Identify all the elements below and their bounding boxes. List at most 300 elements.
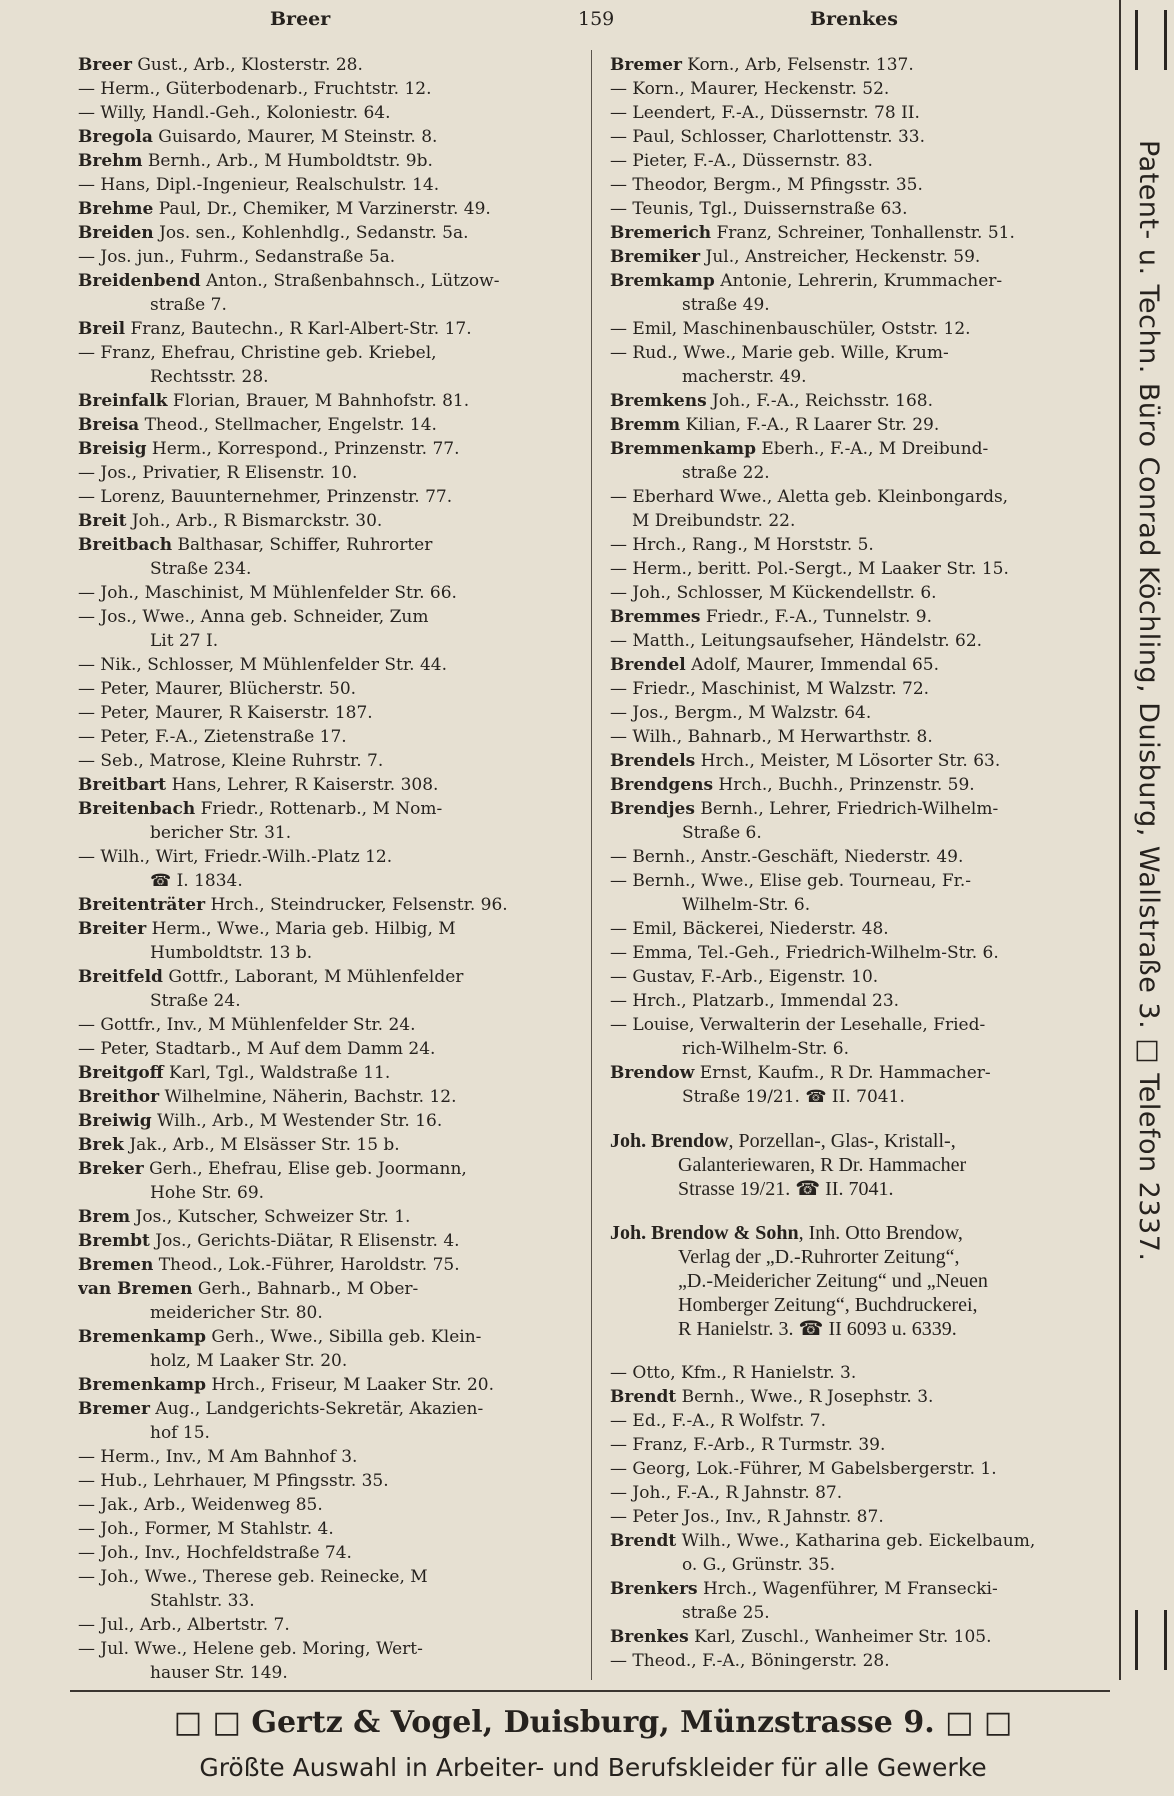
entry-text: — Jul. Wwe., Helene geb. Moring, Wert-: [78, 1639, 423, 1659]
directory-line: [78, 917, 578, 941]
directory-line: [78, 1013, 578, 1037]
directory-line: [610, 581, 1110, 605]
entry-text: meidericher Str. 80.: [150, 1303, 323, 1323]
entry-text: o. G., Grünstr. 35.: [682, 1555, 836, 1575]
directory-line: [610, 101, 1110, 125]
directory-line: [610, 1153, 1110, 1177]
directory-line: [610, 1013, 1110, 1037]
entry-surname: van Bremen: [78, 1279, 193, 1299]
entry-surname: Bremmes: [610, 607, 701, 627]
directory-line: [78, 821, 578, 845]
directory-line: [78, 1541, 578, 1565]
entry-text: Humboldtstr. 13 b.: [150, 943, 313, 963]
directory-line: [610, 293, 1110, 317]
directory-line: [78, 989, 578, 1013]
left-column: [78, 53, 578, 1685]
directory-line: [610, 533, 1110, 557]
directory-line: [610, 845, 1110, 869]
directory-line: [78, 1085, 578, 1109]
directory-line: [78, 1325, 578, 1349]
side-advertisement: [1119, 0, 1174, 1680]
entry-text: Joh., Arb., R Bismarckstr. 30.: [126, 511, 383, 531]
entry-text: — Peter, Maurer, R Kaiserstr. 187.: [78, 703, 373, 723]
entry-text: — Hub., Lehrhauer, M Pfingsstr. 35.: [78, 1471, 389, 1491]
entry-text: Karl, Zuschl., Wanheimer Str. 105.: [688, 1627, 992, 1647]
directory-line: [610, 125, 1110, 149]
directory-line: [78, 1349, 578, 1373]
entry-surname: Brendt: [610, 1387, 677, 1407]
entry-surname: Bremenkamp: [78, 1327, 206, 1347]
entry-text: — Hrch., Platzarb., Immendal 23.: [610, 991, 900, 1011]
entry-text: Gerh., Bahnarb., M Ober-: [192, 1279, 419, 1299]
directory-line: [610, 461, 1110, 485]
entry-text: — Eberhard Wwe., Aletta geb. Kleinbongards,: [610, 487, 1009, 507]
entry-text: Verlag der „D.-Ruhrorter Zeitung“,: [678, 1246, 960, 1268]
entry-text: — Emil, Maschinenbauschüler, Oststr. 12.: [610, 319, 971, 339]
directory-line: [610, 1037, 1110, 1061]
directory-line: [610, 749, 1110, 773]
entry-text: straße 22.: [682, 463, 770, 483]
entry-text: Straße 234.: [150, 559, 252, 579]
entry-surname: Breitfeld: [78, 967, 163, 987]
directory-line: [78, 1421, 578, 1445]
entry-text: Karl, Tgl., Waldstraße 11.: [163, 1063, 391, 1083]
directory-line: [78, 1517, 578, 1541]
directory-line: [610, 245, 1110, 269]
entry-text: M Dreibundstr. 22.: [632, 511, 796, 531]
entry-surname: Brendgens: [610, 775, 714, 795]
footer-rule: [70, 1690, 1110, 1692]
directory-line: [78, 1565, 578, 1589]
entry-text: Gust., Arb., Klosterstr. 28.: [131, 55, 363, 75]
directory-line: [78, 773, 578, 797]
directory-line: [610, 1385, 1110, 1409]
entry-text: straße 49.: [682, 295, 770, 315]
directory-line: [78, 1661, 578, 1685]
directory-line: [78, 1373, 578, 1397]
directory-line: [78, 725, 578, 749]
directory-line: [78, 701, 578, 725]
entry-text: rich-Wilhelm-Str. 6.: [682, 1039, 849, 1059]
entry-text: Wilh., Arb., M Westender Str. 16.: [151, 1111, 443, 1131]
entry-surname: Bremm: [610, 415, 681, 435]
entry-text: — Herm., Güterbodenarb., Fruchtstr. 12.: [78, 79, 432, 99]
directory-line: [78, 341, 578, 365]
entry-surname: Brenkes: [610, 1627, 689, 1647]
entry-surname: Brendel: [610, 655, 686, 675]
directory-line: [78, 1493, 578, 1517]
directory-line: [610, 1433, 1110, 1457]
entry-surname: Breiter: [78, 919, 147, 939]
directory-line: [78, 1229, 578, 1253]
directory-line: [78, 317, 578, 341]
directory-line: [78, 869, 578, 893]
entry-text: — Paul, Schlosser, Charlottenstr. 33.: [610, 127, 925, 147]
entry-surname: Brehme: [78, 199, 154, 219]
entry-surname: Breiwig: [78, 1111, 152, 1131]
directory-line: [78, 893, 578, 917]
entry-text: Hans, Lehrer, R Kaiserstr. 308.: [166, 775, 439, 795]
entry-text: Anton., Straßenbahnsch., Lützow-: [200, 271, 500, 291]
entry-text: „D.-Meidericher Zeitung“ und „Neuen: [678, 1270, 988, 1292]
directory-line: [610, 821, 1110, 845]
entry-surname: Bremerich: [610, 223, 712, 243]
entry-text: Antonie, Lehrerin, Krummacher-: [714, 271, 1003, 291]
directory-line: [610, 725, 1110, 749]
footer-ad-title: □ □ Gertz & Vogel, Duisburg, Münzstrasse 9. □ □: [173, 1705, 1013, 1740]
entry-text: Straße 19/21. ☎ II. 7041.: [682, 1087, 905, 1107]
entry-text: — Hrch., Rang., M Horststr. 5.: [610, 535, 874, 555]
directory-line: [610, 221, 1110, 245]
entry-text: Hrch., Steindrucker, Felsenstr. 96.: [205, 895, 508, 915]
entry-text: macherstr. 49.: [682, 367, 807, 387]
entry-text: — Peter Jos., Inv., R Jahnstr. 87.: [610, 1507, 884, 1527]
directory-line: [610, 989, 1110, 1013]
entry-text: Jak., Arb., M Elsässer Str. 15 b.: [123, 1135, 400, 1155]
entry-text: Aug., Landgerichts-Sekretär, Akazien-: [149, 1399, 484, 1419]
directory-line: [610, 1085, 1110, 1109]
entry-text: Wilhelmine, Näherin, Bachstr. 12.: [159, 1087, 457, 1107]
page-number: 159: [578, 8, 615, 30]
directory-line: [610, 1361, 1110, 1385]
directory-line: [610, 653, 1110, 677]
directory-line: [78, 557, 578, 581]
directory-line: [610, 269, 1110, 293]
entry-text: — Joh., Former, M Stahlstr. 4.: [78, 1519, 334, 1539]
entry-text: — Jos., Bergm., M Walzstr. 64.: [610, 703, 872, 723]
entry-text: Friedr., Rottenarb., M Nom-: [195, 799, 443, 819]
entry-text: — Peter, F.-A., Zietenstraße 17.: [78, 727, 347, 747]
directory-line: [610, 677, 1110, 701]
directory-line: [78, 389, 578, 413]
entry-surname: Bremkamp: [610, 271, 715, 291]
entry-text: — Korn., Maurer, Heckenstr. 52.: [610, 79, 890, 99]
entry-text: straße 25.: [682, 1603, 770, 1623]
entry-text: Theod., Stellmacher, Engelstr. 14.: [139, 415, 437, 435]
entry-surname: Breiden: [78, 223, 154, 243]
entry-text: Franz, Bautechn., R Karl-Albert-Str. 17.: [125, 319, 472, 339]
entry-text: Wilhelm-Str. 6.: [682, 895, 811, 915]
entry-text: , Porzellan-, Glas-, Kristall-,: [728, 1130, 956, 1152]
entry-surname: Brendt: [610, 1531, 677, 1551]
entry-text: — Gustav, F.-Arb., Eigenstr. 10.: [610, 967, 879, 987]
entry-surname: Joh. Brendow: [610, 1130, 729, 1152]
entry-text: — Joh., Inv., Hochfeldstraße 74.: [78, 1543, 352, 1563]
entry-text: Gerh., Wwe., Sibilla geb. Klein-: [205, 1327, 482, 1347]
entry-surname: Brek: [78, 1135, 124, 1155]
directory-line: [610, 389, 1110, 413]
directory-line: [610, 485, 1110, 509]
double-rule-top: [1135, 10, 1167, 70]
entry-text: Jul., Anstreicher, Heckenstr. 59.: [700, 247, 981, 267]
directory-line: [610, 173, 1110, 197]
side-ad-text: Patent- u. Techn. Büro Conrad Köchling, Duisburg, Wallstraße 3. □ Telefon 2337.: [1132, 140, 1164, 1262]
directory-line: [610, 1601, 1110, 1625]
entry-text: — Gottfr., Inv., M Mühlenfelder Str. 24.: [78, 1015, 416, 1035]
directory-line: [78, 797, 578, 821]
entry-text: — Teunis, Tgl., Duissernstraße 63.: [610, 199, 908, 219]
entry-text: Kilian, F.-A., R Laarer Str. 29.: [680, 415, 940, 435]
entry-text: — Bernh., Wwe., Elise geb. Tourneau, Fr.-: [610, 871, 972, 891]
entry-text: Florian, Brauer, M Bahnhofstr. 81.: [167, 391, 470, 411]
directory-line: [610, 317, 1110, 341]
entry-text: Jos. sen., Kohlenhdlg., Sedanstr. 5a.: [153, 223, 469, 243]
entry-text: — Joh., Schlosser, M Kückendellstr. 6.: [610, 583, 937, 603]
entry-text: — Otto, Kfm., R Hanielstr. 3.: [610, 1363, 857, 1383]
directory-line: [78, 1277, 578, 1301]
directory-line: [78, 581, 578, 605]
directory-line: [78, 653, 578, 677]
entry-text: — Matth., Leitungsaufseher, Händelstr. 62.: [610, 631, 983, 651]
entry-text: — Wilh., Bahnarb., M Herwarthstr. 8.: [610, 727, 933, 747]
directory-line: [610, 1649, 1110, 1673]
directory-line: [78, 845, 578, 869]
entry-text: Lit 27 I.: [150, 631, 219, 651]
entry-surname: Breer: [78, 55, 132, 75]
entry-text: — Willy, Handl.-Geh., Koloniestr. 64.: [78, 103, 391, 123]
directory-line: [78, 677, 578, 701]
entry-text: Jos., Gerichts-Diätar, R Elisenstr. 4.: [149, 1231, 460, 1251]
entry-text: — Jos., Wwe., Anna geb. Schneider, Zum: [78, 607, 429, 627]
directory-line: [610, 1577, 1110, 1601]
entry-surname: Brem: [78, 1207, 131, 1227]
entry-surname: Brenkers: [610, 1579, 698, 1599]
directory-line: [78, 269, 578, 293]
business-advertisement: [610, 1221, 1110, 1341]
directory-line: [610, 1481, 1110, 1505]
entry-surname: Breitenbach: [78, 799, 196, 819]
directory-line: [78, 941, 578, 965]
directory-line: [78, 101, 578, 125]
entry-text: — Bernh., Anstr.-Geschäft, Niederstr. 49.: [610, 847, 964, 867]
directory-line: [610, 1409, 1110, 1433]
entry-text: Korn., Arb, Felsenstr. 137.: [681, 55, 914, 75]
entry-text: — Franz, F.-Arb., R Turmstr. 39.: [610, 1435, 886, 1455]
running-head-right: Brenkes: [810, 8, 898, 30]
entry-text: — Georg, Lok.-Führer, M Gabelsbergerstr. 1.: [610, 1459, 997, 1479]
entry-text: straße 7.: [150, 295, 227, 315]
entry-text: Friedr., F.-A., Tunnelstr. 9.: [700, 607, 932, 627]
directory-line: [610, 341, 1110, 365]
entry-surname: Brembt: [78, 1231, 150, 1251]
directory-line: [78, 173, 578, 197]
directory-line: [610, 557, 1110, 581]
entry-text: Hrch., Buchh., Prinzenstr. 59.: [713, 775, 975, 795]
entry-text: hauser Str. 149.: [150, 1663, 288, 1683]
directory-line: [78, 293, 578, 317]
directory-line: [78, 77, 578, 101]
directory-line: [78, 1037, 578, 1061]
directory-line: [78, 1469, 578, 1493]
directory-line: [78, 1397, 578, 1421]
entry-text: Theod., Lok.-Führer, Haroldstr. 75.: [153, 1255, 460, 1275]
directory-line: [78, 245, 578, 269]
directory-line: [610, 1269, 1110, 1293]
entry-text: Balthasar, Schiffer, Ruhrorter: [172, 535, 433, 555]
directory-line: [610, 1129, 1110, 1153]
directory-line: [78, 1589, 578, 1613]
entry-text: — Emma, Tel.-Geh., Friedrich-Wilhelm-Str. 6.: [610, 943, 999, 963]
directory-line: [610, 1457, 1110, 1481]
entry-text: Wilh., Wwe., Katharina geb. Eickelbaum,: [676, 1531, 1036, 1551]
directory-line: [78, 629, 578, 653]
directory-line: [78, 1253, 578, 1277]
entry-text: Bernh., Arb., M Humboldtstr. 9b.: [142, 151, 433, 171]
entry-text: Herm., Korrespond., Prinzenstr. 77.: [146, 439, 460, 459]
entry-text: — Joh., Maschinist, M Mühlenfelder Str. 66.: [78, 583, 457, 603]
directory-line: [610, 437, 1110, 461]
directory-line: [610, 197, 1110, 221]
entry-text: Joh., F.-A., Reichsstr. 168.: [706, 391, 934, 411]
entry-text: — Jos., Privatier, R Elisenstr. 10.: [78, 463, 358, 483]
directory-line: [610, 1553, 1110, 1577]
directory-line: [610, 53, 1110, 77]
entry-text: Straße 24.: [150, 991, 241, 1011]
entry-text: Rechtsstr. 28.: [150, 367, 269, 387]
entry-text: — Jak., Arb., Weidenweg 85.: [78, 1495, 323, 1515]
entry-text: Galanteriewaren, R Dr. Hammacher: [678, 1154, 967, 1176]
entry-text: Hohe Str. 69.: [150, 1183, 265, 1203]
entry-text: — Leendert, F.-A., Düssernstr. 78 II.: [610, 103, 920, 123]
entry-text: Hrch., Friseur, M Laaker Str. 20.: [205, 1375, 495, 1395]
directory-line: [78, 1061, 578, 1085]
directory-line: [610, 965, 1110, 989]
directory-line: [610, 1505, 1110, 1529]
entry-text: ☎ I. 1834.: [150, 871, 243, 891]
directory-line: [610, 893, 1110, 917]
directory-line: [610, 149, 1110, 173]
directory-line: [610, 1317, 1110, 1341]
directory-line: [610, 77, 1110, 101]
directory-line: [610, 1293, 1110, 1317]
entry-text: Jos., Kutscher, Schweizer Str. 1.: [130, 1207, 411, 1227]
directory-line: [78, 533, 578, 557]
entry-surname: Breithor: [78, 1087, 160, 1107]
directory-line: [78, 1205, 578, 1229]
directory-line: [78, 1301, 578, 1325]
entry-text: — Jos. jun., Fuhrm., Sedanstraße 5a.: [78, 247, 396, 267]
directory-line: [610, 941, 1110, 965]
directory-line: [78, 221, 578, 245]
entry-text: hof 15.: [150, 1423, 210, 1443]
directory-line: [78, 53, 578, 77]
entry-surname: Joh. Brendow & Sohn: [610, 1222, 799, 1244]
entry-text: — Emil, Bäckerei, Niederstr. 48.: [610, 919, 889, 939]
entry-text: — Peter, Stadtarb., M Auf dem Damm 24.: [78, 1039, 436, 1059]
entry-text: Strasse 19/21. ☎ II. 7041.: [678, 1178, 894, 1200]
entry-text: — Lorenz, Bauunternehmer, Prinzenstr. 77.: [78, 487, 453, 507]
directory-line: [610, 605, 1110, 629]
running-head-left: Breer: [270, 8, 331, 30]
entry-text: Gottfr., Laborant, M Mühlenfelder: [162, 967, 464, 987]
entry-text: — Joh., Wwe., Therese geb. Reinecke, M: [78, 1567, 428, 1587]
directory-line: [610, 1177, 1110, 1201]
directory-line: [610, 629, 1110, 653]
entry-text: holz, M Laaker Str. 20.: [150, 1351, 348, 1371]
directory-line: [78, 149, 578, 173]
entry-text: Hrch., Meister, M Lösorter Str. 63.: [695, 751, 1001, 771]
directory-line: [78, 1637, 578, 1661]
entry-text: Stahlstr. 33.: [150, 1591, 255, 1611]
entry-surname: Breitenträter: [78, 895, 206, 915]
right-entries-continued: [610, 1361, 1110, 1673]
entry-surname: Bregola: [78, 127, 153, 147]
entry-text: Homberger Zeitung“, Buchdruckerei,: [678, 1294, 978, 1316]
entry-surname: Breitbart: [78, 775, 167, 795]
directory-line: [78, 965, 578, 989]
entry-surname: Breitbach: [78, 535, 173, 555]
entry-surname: Breinfalk: [78, 391, 168, 411]
entry-text: Franz, Schreiner, Tonhallenstr. 51.: [711, 223, 1015, 243]
directory-line: [610, 1625, 1110, 1649]
entry-surname: Bremenkamp: [78, 1375, 206, 1395]
directory-line: [610, 1529, 1110, 1553]
entry-text: Eberh., F.-A., M Dreibund-: [755, 439, 989, 459]
directory-line: [78, 509, 578, 533]
entry-text: — Joh., F.-A., R Jahnstr. 87.: [610, 1483, 843, 1503]
entry-surname: Breker: [78, 1159, 144, 1179]
entry-text: — Theod., F.-A., Böningerstr. 28.: [610, 1651, 890, 1671]
entry-text: — Wilh., Wirt, Friedr.-Wilh.-Platz 12.: [78, 847, 393, 867]
directory-line: [78, 1181, 578, 1205]
entry-text: Gerh., Ehefrau, Elise geb. Joormann,: [143, 1159, 467, 1179]
entry-text: — Franz, Ehefrau, Christine geb. Kriebel,: [78, 343, 437, 363]
entry-text: Adolf, Maurer, Immendal 65.: [685, 655, 940, 675]
entry-text: Ernst, Kaufm., R Dr. Hammacher-: [694, 1063, 991, 1083]
entry-surname: Brendels: [610, 751, 696, 771]
directory-line: [610, 1245, 1110, 1269]
entry-text: — Theodor, Bergm., M Pfingsstr. 35.: [610, 175, 923, 195]
directory-line: [610, 1221, 1110, 1245]
entry-surname: Breisig: [78, 439, 147, 459]
business-advertisement: [610, 1129, 1110, 1201]
entry-surname: Breil: [78, 319, 126, 339]
entry-text: — Herm., Inv., M Am Bahnhof 3.: [78, 1447, 358, 1467]
entry-text: Guisardo, Maurer, M Steinstr. 8.: [152, 127, 438, 147]
entry-surname: Breisa: [78, 415, 140, 435]
entry-text: Bernh., Wwe., R Josephstr. 3.: [676, 1387, 934, 1407]
directory-line: [78, 125, 578, 149]
entry-text: Paul, Dr., Chemiker, M Varzinerstr. 49.: [153, 199, 491, 219]
directory-line: [610, 365, 1110, 389]
directory-line: [610, 917, 1110, 941]
entry-surname: Bremkens: [610, 391, 707, 411]
entry-surname: Bremiker: [610, 247, 701, 267]
directory-line: [78, 1157, 578, 1181]
directory-line: [78, 461, 578, 485]
entry-surname: Breidenbend: [78, 271, 201, 291]
entry-text: R Hanielstr. 3. ☎ II 6093 u. 6339.: [678, 1318, 957, 1340]
directory-line: [610, 413, 1110, 437]
directory-line: [78, 605, 578, 629]
footer-ad-subtitle: Größte Auswahl in Arbeiter- und Berufskleider für alle Gewerke: [199, 1753, 987, 1782]
entry-text: — Seb., Matrose, Kleine Ruhrstr. 7.: [78, 751, 384, 771]
entry-surname: Bremer: [78, 1399, 150, 1419]
entry-text: Bernh., Lehrer, Friedrich-Wilhelm-: [694, 799, 999, 819]
directory-line: [78, 197, 578, 221]
entry-surname: Brendow: [610, 1063, 695, 1083]
entry-text: — Peter, Maurer, Blücherstr. 50.: [78, 679, 357, 699]
directory-line: [610, 1061, 1110, 1085]
entry-surname: Brehm: [78, 151, 143, 171]
entry-surname: Brendjes: [610, 799, 695, 819]
entry-text: — Hans, Dipl.-Ingenieur, Realschulstr. 14.: [78, 175, 440, 195]
entry-text: — Nik., Schlosser, M Mühlenfelder Str. 44.: [78, 655, 447, 675]
entry-text: Herm., Wwe., Maria geb. Hilbig, M: [146, 919, 456, 939]
entry-text: — Jul., Arb., Albertstr. 7.: [78, 1615, 290, 1635]
directory-line: [610, 869, 1110, 893]
right-column: [610, 53, 1110, 1673]
